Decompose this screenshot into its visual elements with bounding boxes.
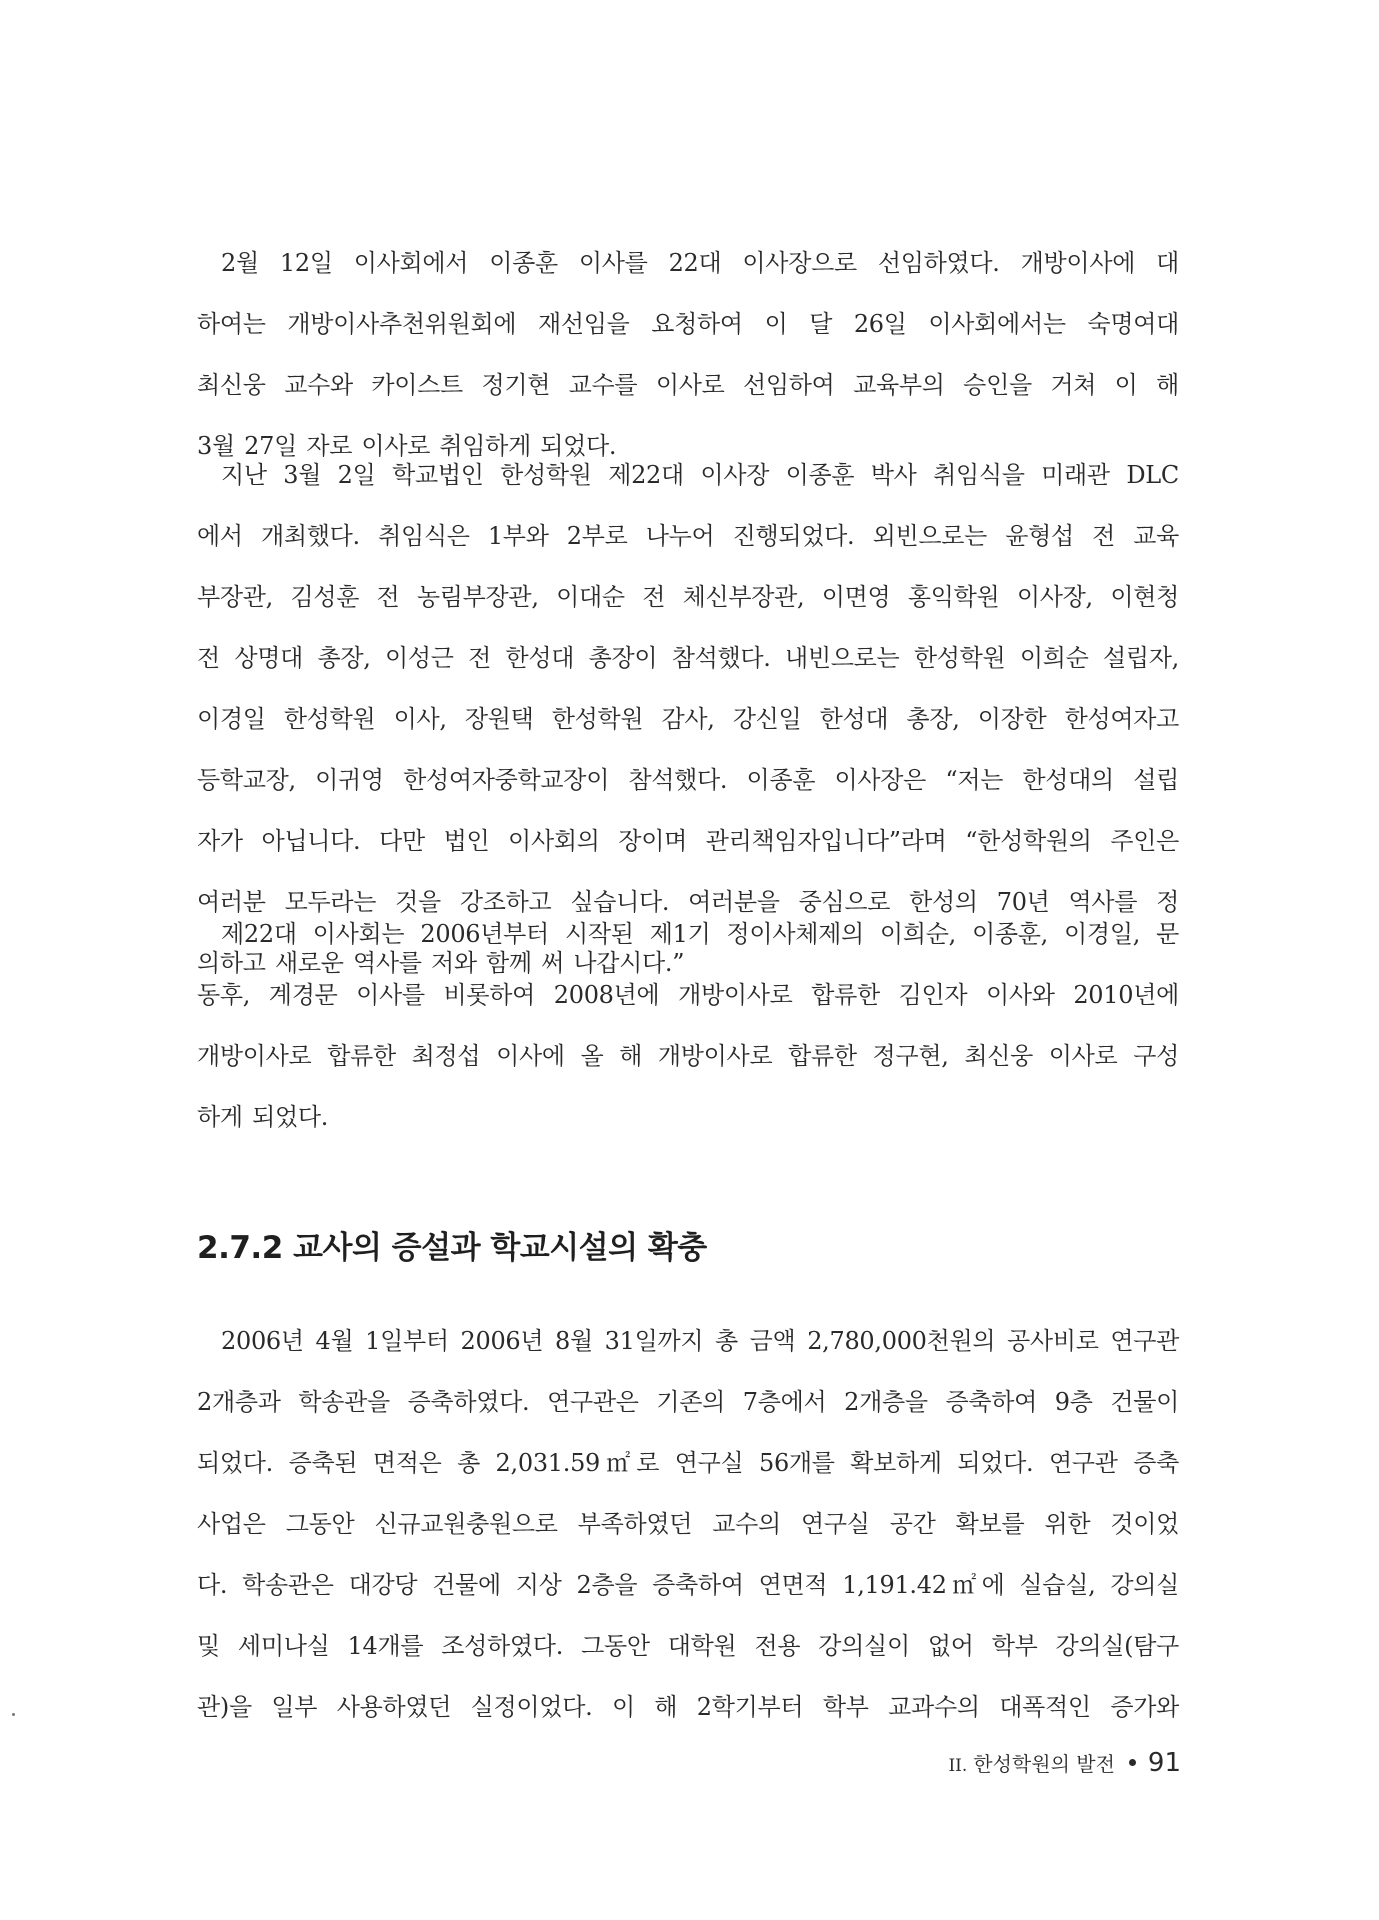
text-line: 사업은 그동안 신규교원충원으로 부족하였던 교수의 연구실 공간 확보를 위한 것이었 <box>197 1510 1179 1538</box>
text-line: 최신웅 교수와 카이스트 정기현 교수를 이사로 선임하여 교육부의 승인을 거쳐 이 해 <box>197 371 1179 399</box>
text-line: 의하고 새로운 역사를 저와 함께 써 나갑시다.” <box>197 949 685 977</box>
text-line: 되었다. 증축된 면적은 총 2,031.59㎡로 연구실 56개를 확보하게 되었다. 연구관 증축 <box>197 1449 1179 1477</box>
text-line: 등학교장, 이귀영 한성여자중학교장이 참석했다. 이종훈 이사장은 “저는 한성대의 설립 <box>197 766 1179 794</box>
text-line: 이경일 한성학원 이사, 장원택 한성학원 감사, 강신일 한성대 총장, 이장한 한성여자고 <box>197 705 1179 733</box>
text-line: 하게 되었다. <box>197 1103 329 1131</box>
text-line: 하여는 개방이사추천위원회에 재선임을 요청하여 이 달 26일 이사회에서는 숙명여대 <box>197 310 1179 338</box>
page-number: 91 <box>1147 1748 1181 1778</box>
paragraph-board-composition <box>197 904 1179 1148</box>
text-line: 부장관, 김성훈 전 농림부장관, 이대순 전 체신부장관, 이면영 홍익학원 이사장, 이현청 <box>197 583 1179 611</box>
paragraph-facility-expansion <box>197 1311 1179 1738</box>
text-line: 2월 12일 이사회에서 이종훈 이사를 22대 이사장으로 선임하였다. 개방이사에 대 <box>221 249 1179 277</box>
text-line: 여러분 모두라는 것을 강조하고 싶습니다. 여러분을 중심으로 한성의 70년 역사를 정 <box>197 888 1179 916</box>
text-line: 전 상명대 총장, 이성근 전 한성대 총장이 참석했다. 내빈으로는 한성학원 이희순 설립자, <box>197 644 1179 672</box>
text-line: 다. 학송관은 대강당 건물에 지상 2층을 증축하여 연면적 1,191.42㎡에 실습실, 강의실 <box>197 1571 1179 1599</box>
text-line: 에서 개최했다. 취임식은 1부와 2부로 나누어 진행되었다. 외빈으로는 윤형섭 전 교육 <box>197 522 1179 550</box>
scan-mark-icon <box>12 1713 15 1716</box>
footer-title: 한성학원의 발전 <box>973 1752 1115 1776</box>
page-footer <box>948 1748 1181 1778</box>
bullet-icon <box>1129 1759 1136 1766</box>
text-line: 지난 3월 2일 학교법인 한성학원 제22대 이사장 이종훈 박사 취임식을 미래관 DLC <box>221 461 1179 489</box>
paragraph-board-election <box>197 233 1179 477</box>
text-line: 및 세미나실 14개를 조성하였다. 그동안 대학원 전용 강의실이 없어 학부 강의실(탐구 <box>197 1632 1179 1660</box>
text-line: 자가 아닙니다. 다만 법인 이사회의 장이며 관리책임자입니다”라며 “한성학원의 주인은 <box>197 827 1179 855</box>
text-line: 개방이사로 합류한 최정섭 이사에 올 해 개방이사로 합류한 정구현, 최신웅 이사로 구성 <box>197 1042 1179 1070</box>
section-heading: 2.7.2 교사의 증설과 학교시설의 확충 <box>197 1230 707 1266</box>
text-line: 관)을 일부 사용하였던 실정이었다. 이 해 2학기부터 학부 교과수의 대폭적인 증가와 <box>197 1693 1179 1721</box>
text-line: 2개층과 학송관을 증축하였다. 연구관은 기존의 7층에서 2개층을 증축하여 9층 건물이 <box>197 1388 1179 1416</box>
text-line: 2006년 4월 1일부터 2006년 8월 31일까지 총 금액 2,780,000천원의 공사비로 연구관 <box>221 1327 1179 1355</box>
footer-chapter: II. <box>948 1756 968 1776</box>
text-line: 동후, 계경문 이사를 비롯하여 2008년에 개방이사로 합류한 김인자 이사와 2010년에 <box>197 981 1179 1009</box>
text-line: 3월 27일 자로 이사로 취임하게 되었다. <box>197 432 617 460</box>
text-line: 제22대 이사회는 2006년부터 시작된 제1기 정이사체제의 이희순, 이종훈, 이경일, 문 <box>221 920 1179 948</box>
